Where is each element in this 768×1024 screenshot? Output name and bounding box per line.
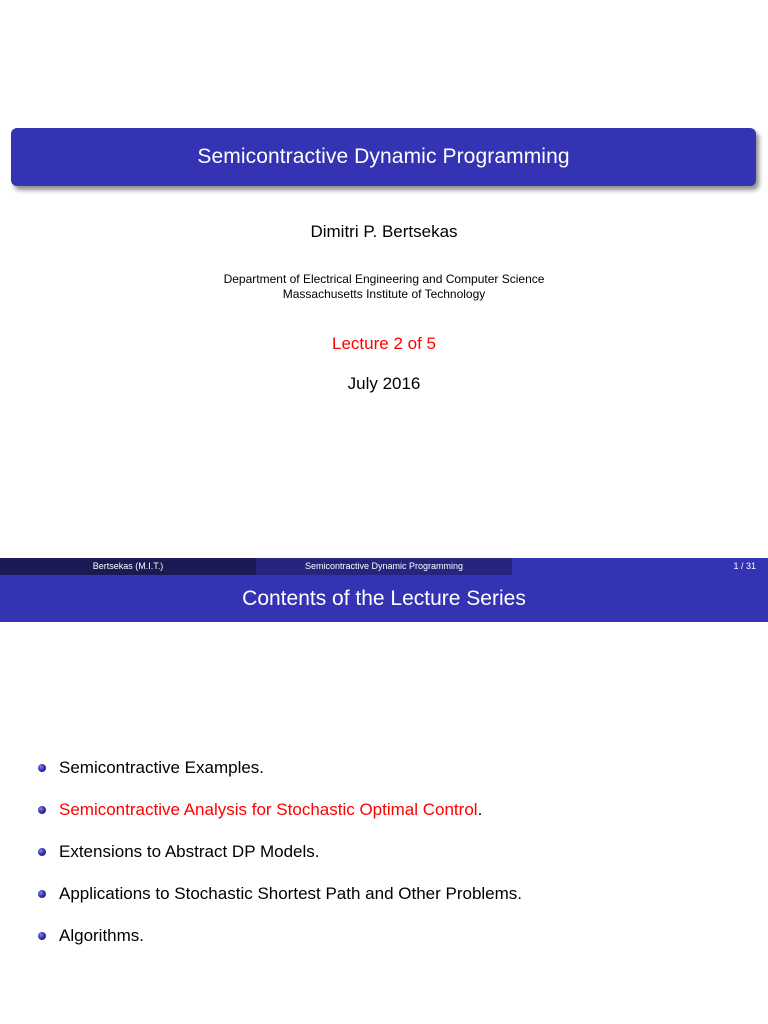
author-name: Dimitri P. Bertsekas	[310, 222, 458, 241]
slide-footer	[0, 558, 768, 575]
footer-page-number: 1 / 31	[512, 558, 768, 575]
list-item	[38, 873, 522, 915]
footer-title: Semicontractive Dynamic Programming	[256, 558, 512, 575]
list-item	[38, 789, 522, 831]
bullet-text-highlighted: Semicontractive Analysis for Stochastic Optimal Control	[59, 800, 478, 819]
bullet-icon	[38, 806, 46, 814]
list-item	[38, 915, 522, 957]
bullet-icon	[38, 890, 46, 898]
frame-title: Contents of the Lecture Series	[242, 586, 526, 610]
slide-title: Semicontractive Dynamic Programming	[197, 145, 570, 168]
institute-university: Massachusetts Institute of Technology	[282, 287, 486, 301]
title-box	[11, 128, 756, 186]
frame-title-bar	[0, 575, 768, 622]
bullet-text: Algorithms.	[59, 926, 145, 945]
bullet-text: Extensions to Abstract DP Models.	[59, 842, 320, 861]
bullet-icon	[38, 764, 46, 772]
list-item	[38, 747, 522, 789]
bullet-icon	[38, 932, 46, 940]
list-item	[38, 831, 522, 873]
bullet-text: Applications to Stochastic Shortest Path and Other Problems.	[59, 884, 523, 903]
footer-author: Bertsekas (M.I.T.)	[0, 558, 256, 575]
bullet-icon	[38, 848, 46, 856]
institute	[0, 272, 768, 302]
lecture-date: July 2016	[347, 374, 421, 393]
bullet-text: Semicontractive Examples.	[59, 758, 265, 777]
institute-department: Department of Electrical Engineering and Computer Science	[223, 272, 545, 286]
bullet-text-suffix: .	[477, 800, 483, 819]
bullet-list	[38, 747, 522, 957]
lecture-number: Lecture 2 of 5	[332, 334, 436, 353]
contents-slide	[0, 575, 768, 1024]
